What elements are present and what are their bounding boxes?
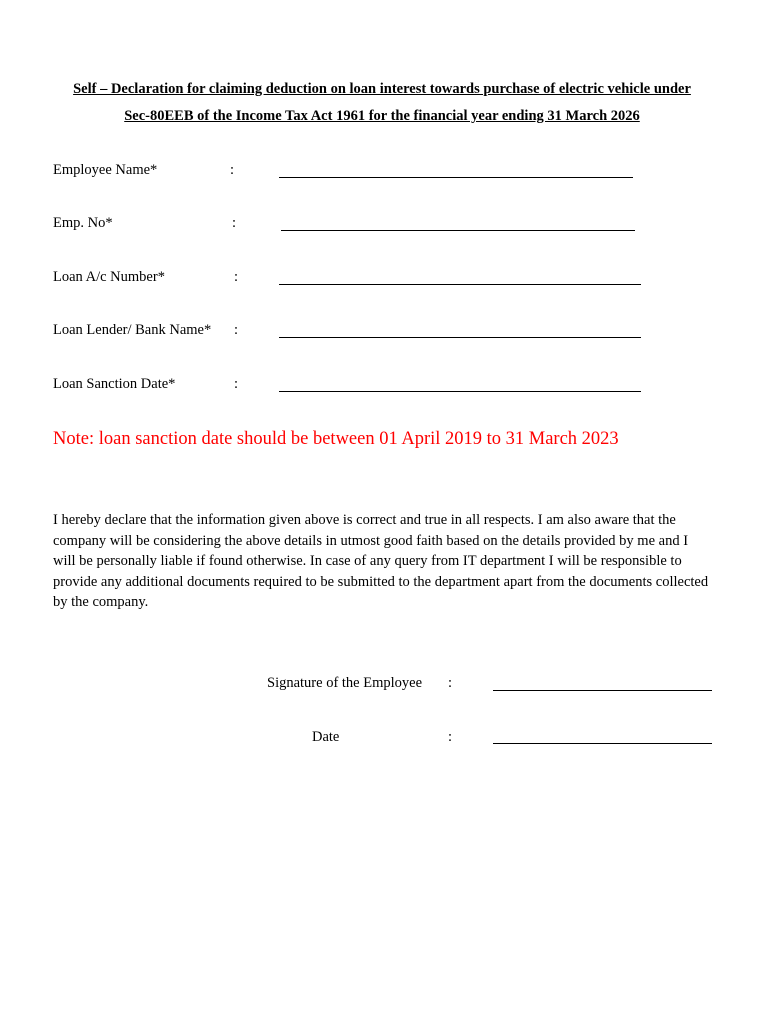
loan-lender-field[interactable] [279, 337, 641, 338]
emp-no-colon: : [232, 215, 237, 231]
loan-lender-colon: : [234, 322, 239, 338]
loan-sanction-date-colon: : [234, 376, 239, 392]
declaration-paragraph: I hereby declare that the information given above is correct and true in all respects. I am also aware that the company will be considering the above details in utmost good faith based on the details provided by me and I will be personally liable if found otherwise. In case of any query from IT department I will be responsible to provide any additional documents required to be submitted to the department apart from the documents collected by the company. [53, 512, 709, 611]
document-title-line-1: Self – Declaration for claiming deduction on loan interest towards purchase of electric vehicle under [73, 81, 691, 97]
loan-sanction-date-field[interactable] [279, 391, 641, 392]
date-field[interactable] [493, 743, 712, 744]
employee-name-label: Employee Name* [53, 162, 158, 178]
emp-no-field[interactable] [281, 230, 635, 231]
loan-account-number-colon: : [234, 269, 239, 285]
loan-lender-label: Loan Lender/ Bank Name* [53, 322, 212, 338]
date-label: Date [312, 729, 340, 745]
signature-colon: : [448, 675, 453, 691]
date-colon: : [448, 729, 453, 745]
emp-no-label: Emp. No* [53, 215, 113, 231]
loan-sanction-date-label: Loan Sanction Date* [53, 376, 176, 392]
loan-account-number-field[interactable] [279, 284, 641, 285]
document-title-line-2: Sec-80EEB of the Income Tax Act 1961 for the financial year ending 31 March 2026 [124, 108, 640, 124]
loan-account-number-label: Loan A/c Number* [53, 269, 165, 285]
signature-field[interactable] [493, 690, 712, 691]
employee-name-colon: : [230, 162, 235, 178]
sanction-date-note: Note: loan sanction date should be between 01 April 2019 to 31 March 2023 [53, 429, 619, 449]
employee-name-field[interactable] [279, 177, 633, 178]
signature-label: Signature of the Employee [267, 675, 423, 691]
